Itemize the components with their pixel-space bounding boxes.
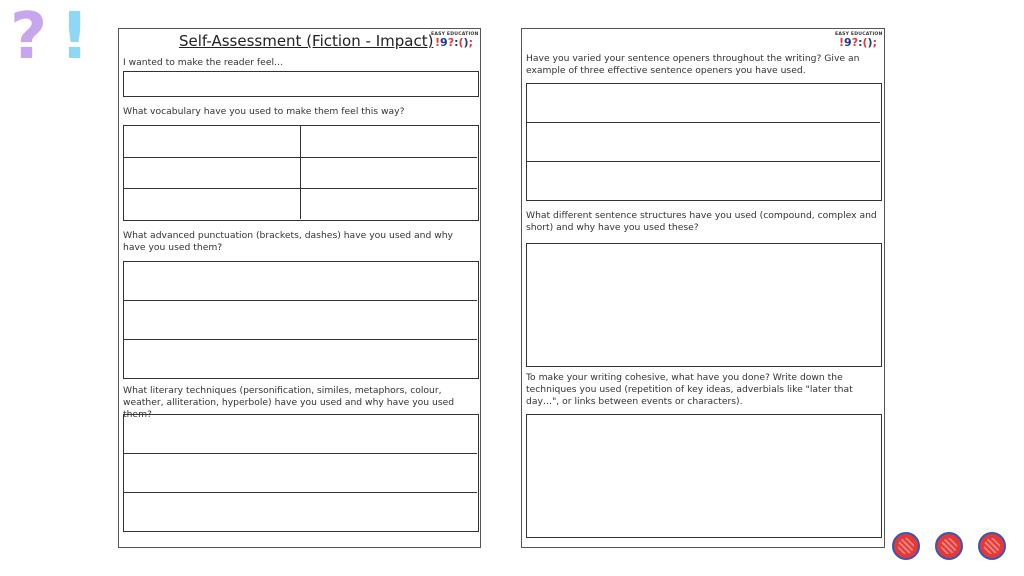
answer-box-literary-techniques[interactable] xyxy=(123,414,479,532)
nav-dot-3[interactable] xyxy=(978,532,1006,560)
nav-dot-2[interactable] xyxy=(935,532,963,560)
question-cohesion: To make your writing cohesive, what have you done? Write down the techniques you used (repetition of key ideas, adverbials like "later that day…", or links between events or characters). xyxy=(526,372,853,407)
easy-education-logo: EASY EDUCATION !9?:(); xyxy=(431,32,479,49)
vocabulary-grid[interactable] xyxy=(123,125,479,221)
question-literary-techniques: What literary techniques (personification, similes, metaphors, colour, weather, alliteration, hyperbole) have you used and why have you used them? xyxy=(123,385,455,420)
question-vocabulary: What vocabulary have you used to make them feel this way? xyxy=(123,106,405,117)
question-mark-decoration: ? xyxy=(10,0,48,74)
answer-box-sentence-structures[interactable] xyxy=(526,243,882,367)
question-reader-feel: I wanted to make the reader feel… xyxy=(123,57,284,68)
worksheet-page-2 xyxy=(521,28,885,548)
question-punctuation: What advanced punctuation (brackets, dashes) have you used and why have you used them? xyxy=(123,230,453,253)
answer-box-sentence-openers[interactable] xyxy=(526,83,882,201)
worksheet-page-1 xyxy=(118,28,481,548)
easy-education-logo: EASY EDUCATION !9?:(); xyxy=(835,32,883,49)
answer-box-cohesion[interactable] xyxy=(526,414,882,538)
exclamation-mark-decoration: ! xyxy=(60,0,90,74)
answer-box-reader-feel[interactable] xyxy=(123,71,479,97)
answer-box-punctuation[interactable] xyxy=(123,261,479,379)
question-sentence-structures: What different sentence structures have you used (compound, complex and short) and why have you used these? xyxy=(526,210,877,233)
question-sentence-openers: Have you varied your sentence openers throughout the writing? Give an example of three effective sentence openers you have used. xyxy=(526,53,860,76)
nav-dot-1[interactable] xyxy=(892,532,920,560)
page-title: Self-Assessment (Fiction - Impact) xyxy=(179,32,434,50)
